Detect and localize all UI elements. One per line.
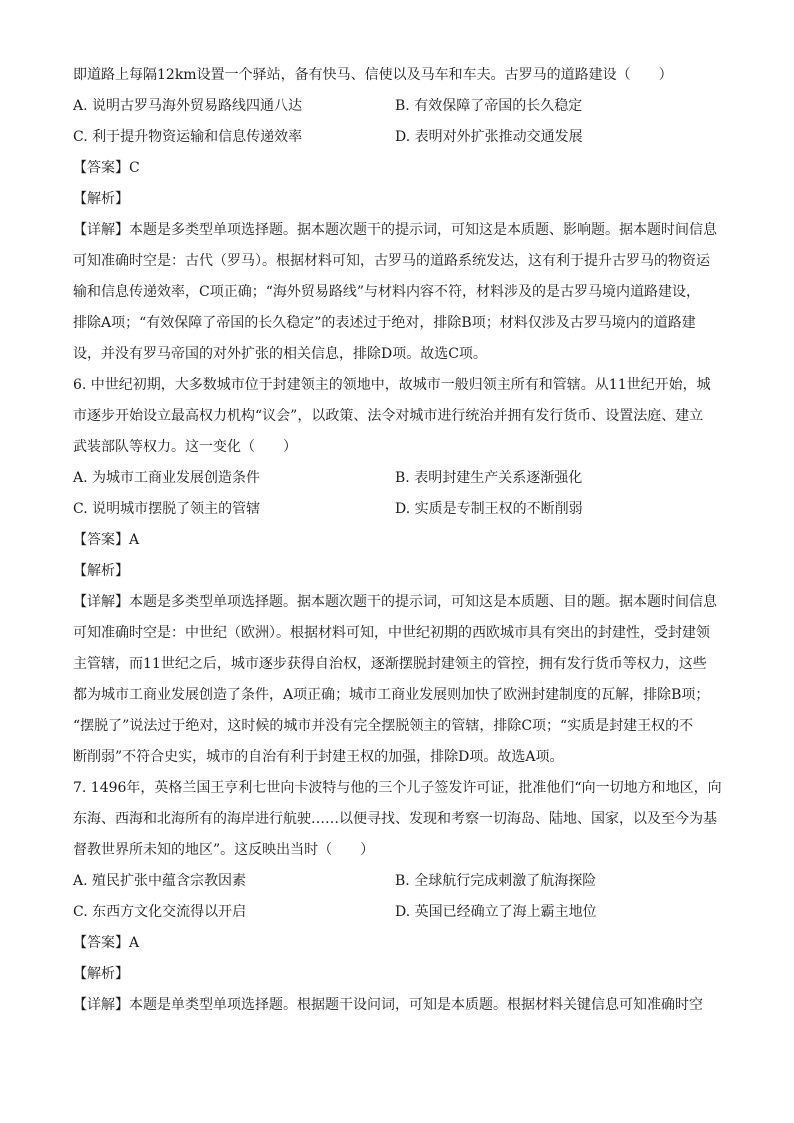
text-line: 武装部队等权力。这一变化（ ） [73, 439, 297, 455]
text-line: “摆脱了”说法过于绝对，这时候的城市并没有完全摆脱领主的管辖，排除C项；“实质是封建王权的不 [73, 718, 694, 734]
text-line: 【答案】A [73, 935, 140, 951]
text-line: 【解析】 [73, 563, 129, 579]
option-left: A. 为城市工商业发展创造条件 [73, 470, 261, 486]
option-right: B. 有效保障了帝国的长久稳定 [395, 98, 583, 114]
text-line: 6. 中世纪初期，大多数城市位于封建领主的领地中，故城市一般归领主所有和管辖。从11世纪开始，城 [73, 377, 711, 393]
text-line: 市逐步开始设立最高权力机构“议会”，以政策、法令对城市进行统治并拥有发行货币、设置法庭、建立 [73, 408, 704, 424]
text-line: 输和信息传递效率，C项正确；“海外贸易路线”与材料内容不符，材料涉及的是古罗马境内道路建设， [73, 284, 701, 300]
option-right: D. 表明对外扩张推动交通发展 [395, 129, 583, 145]
text-line: 【详解】本题是单类型单项选择题。根据题干设问词，可知是本质题。根据材料关键信息可知准确时空 [73, 997, 703, 1013]
option-row [73, 866, 723, 897]
option-right: B. 表明封建生产关系逐渐强化 [395, 470, 583, 486]
option-row [73, 494, 723, 525]
option-row [73, 897, 723, 928]
option-right: D. 实质是专制王权的不断削弱 [395, 501, 583, 517]
document-page [73, 60, 723, 1021]
option-left: A. 殖民扩张中蕴含宗教因素 [73, 873, 247, 889]
text-line: 排除A项；“有效保障了帝国的长久稳定”的表述过于绝对，排除B项；材料仅涉及古罗马境内的道路建 [73, 315, 696, 331]
option-row [73, 91, 723, 122]
text-line: 可知准确时空是：古代（罗马）。根据材料可知，古罗马的道路系统发达，这有利于提升古罗马的物资运 [73, 253, 710, 269]
text-line: 东海、西海和北海所有的海岸进行航驶……以便寻找、发现和考察一切海岛、陆地、国家，以及至今为基 [73, 811, 717, 827]
text-line: 主管辖，而11世纪之后，城市逐步获得自治权，逐渐摆脱封建领主的管控，拥有发行货币等权力，这些 [73, 656, 707, 672]
option-left: C. 利于提升物资运输和信息传递效率 [73, 129, 303, 145]
option-left: A. 说明古罗马海外贸易路线四通八达 [73, 98, 303, 114]
text-line: 可知准确时空是：中世纪（欧洲）。根据材料可知，中世纪初期的西欧城市具有突出的封建性，受封建领 [73, 625, 710, 641]
option-right: B. 全球航行完成刺激了航海探险 [395, 873, 597, 889]
text-line: 即道路上每隔12km设置一个驿站，备有快马、信使以及马车和车夫。古罗马的道路建设（ ） [73, 67, 673, 83]
text-line: 设，并没有罗马帝国的对外扩张的相关信息，排除D项。故选C项。 [73, 346, 487, 362]
text-line: 【答案】C [73, 160, 140, 176]
option-row [73, 122, 723, 153]
text-line: 【解析】 [73, 966, 129, 982]
option-row [73, 463, 723, 494]
text-line: 断削弱”不符合史实，城市的自治有利于封建王权的加强，排除D项。故选A项。 [73, 749, 564, 765]
option-left: C. 说明城市摆脱了领主的管辖 [73, 501, 261, 517]
text-line: 7. 1496年，英格兰国王亨利七世向卡波特与他的三个儿子签发许可证，批准他们“向一切地方和地区，向 [73, 780, 722, 796]
text-line: 【答案】A [73, 532, 140, 548]
text-line: 【详解】本题是多类型单项选择题。据本题次题干的提示词，可知这是本质题、影响题。据本题时间信息 [73, 222, 717, 238]
text-line: 【详解】本题是多类型单项选择题。据本题次题干的提示词，可知这是本质题、目的题。据本题时间信息 [73, 594, 717, 610]
option-left: C. 东西方文化交流得以开启 [73, 904, 247, 920]
option-right: D. 英国已经确立了海上霸主地位 [395, 904, 597, 920]
text-line: 督教世界所未知的地区”。这反映出当时（ ） [73, 842, 375, 858]
text-line: 都为城市工商业发展创造了条件，A项正确；城市工商业发展则加快了欧洲封建制度的瓦解，排除B项； [73, 687, 710, 703]
text-line: 【解析】 [73, 191, 129, 207]
